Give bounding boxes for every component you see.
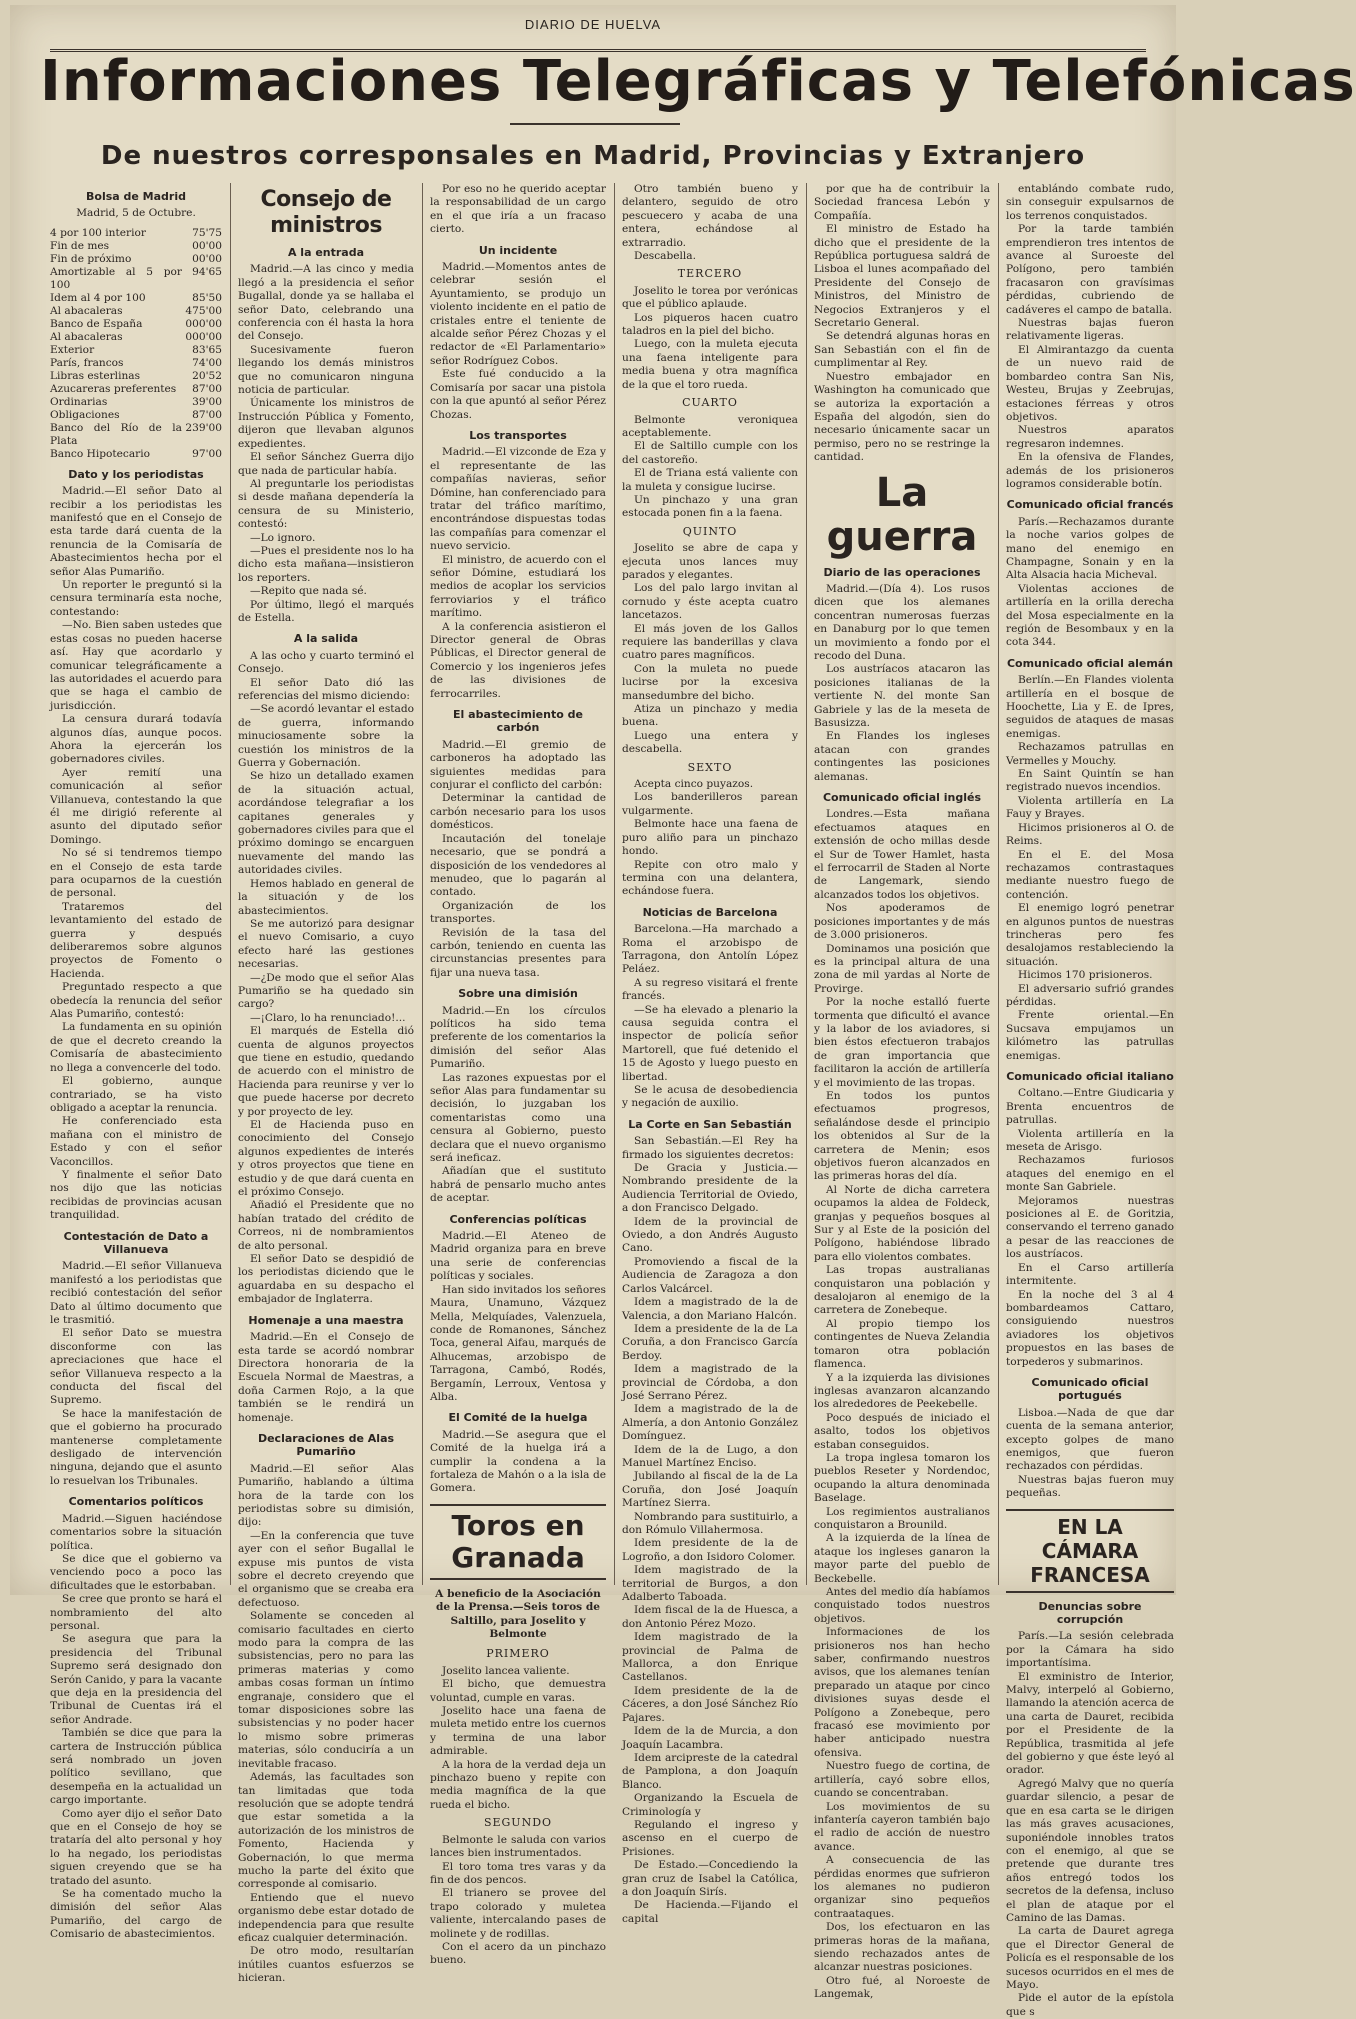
- section-heading: Dato y los periodistas: [68, 467, 204, 481]
- stock-row: [50, 409, 222, 422]
- paragraph: Además, las facultades son tan limitadas que toda resolución que se adopte tendrá que estar sometida a la autorización de los ministros de Fomento, Hacienda y Gobernación, lo que merma mucho la parte del éxito que corresponde al comisario.: [238, 1771, 414, 1891]
- paragraph: París.—La sesión celebrada por la Cámara ha sido importantísima.: [1006, 1630, 1174, 1670]
- section-heading: Comunicado oficial italiano: [1006, 1070, 1174, 1083]
- paragraph: Los banderilleros parean vulgarmente.: [622, 791, 798, 817]
- paragraph: A consecuencia de las pérdidas enormes que sufrieron los alemanes no pudieron organizar sino pequeños contraataques.: [814, 1854, 990, 1920]
- paragraph: Se dice que el gobierno va venciendo poco a poco las dificultades que le estorbaban.: [50, 1552, 222, 1592]
- stock-label: Al abacaleras: [50, 330, 123, 343]
- paragraph: A la izquierda de la línea de ataque los ingleses ganaron la mayor parte del pueblo de Beckebelle.: [814, 1532, 990, 1585]
- column-2: [238, 183, 414, 1985]
- paragraph: Se hizo un detallado examen de la situación actual, acordándose telegrafiar a los capitanes generales y gobernadores civiles para que el próximo domingo se encarguen nuevamente del mando las autoridades civiles.: [238, 770, 414, 877]
- stock-row: [50, 396, 222, 409]
- section-heading: Comunicado oficial inglés: [822, 791, 981, 805]
- paragraph: Madrid.—Momentos antes de celebrar sesión el Ayuntamiento, se produjo un violento incidente en el patio de cristales entre el teniente de alcalde señor Pérez Chozas y el redactor de «El Parlamentario» señor Rodríguez Cobos.: [430, 261, 606, 367]
- paragraph: Madrid.—El vizconde de Eza y el representante de las compañías navieras, señor Dómine, han conferenciado para tratar del tráfico marítimo, encontrándose dispuestas todas las compañías para comenzar el nuevo servicio.: [430, 446, 606, 553]
- column-rule: [422, 183, 423, 1585]
- paragraph: Madrid.—El Ateneo de Madrid organiza para en breve una serie de conferencias políticas y sociales.: [430, 1230, 606, 1283]
- paragraph: Los del palo largo invitan al cornudo y éste acepta cuatro lancetazos.: [622, 582, 798, 622]
- paragraph: Pide el autor de la epístola que s: [1006, 1992, 1174, 2018]
- paragraph: Repite con otro malo y termina con una delantera, echándose fuera.: [622, 858, 798, 898]
- article-title: Toros en Granada: [430, 1504, 606, 1580]
- paragraph: Nuestro fuego de cortina, de artillería, cayó sobre ellos, cuando se concentraban.: [814, 1760, 990, 1800]
- paper-name: DIARIO DE HUELVA: [524, 17, 662, 32]
- paragraph: De Estado.—Concediendo la gran cruz de Isabel la Católica, a don Joaquín Sirís.: [622, 1859, 798, 1898]
- stock-row: [50, 422, 222, 448]
- paragraph: A la hora de la verdad deja un pinchazo bueno y repite con media magnífica de la que rueda el bicho.: [430, 1758, 606, 1811]
- paragraph: Hemos hablado en general de la situación y de los abastecimientos.: [238, 877, 414, 917]
- paragraph: Idem de la de Lugo, a don Manuel Martínez Enciso.: [622, 1443, 798, 1469]
- stock-value: 83'65: [192, 343, 222, 356]
- paragraph: Se detendrá algunas horas en San Sebastián con el fin de cumplimentar al Rey.: [814, 330, 990, 370]
- paragraph: El de Hacienda puso en conocimiento del Consejo algunos expedientes de interés y otros proyectos que tiene en estudio y de que dará cuenta en el próximo Consejo.: [238, 1119, 414, 1199]
- section-heading: Comunicado oficial alemán: [1006, 656, 1174, 670]
- paragraph: Con la muleta no puede lucirse por la excesiva mansedumbre del bicho.: [622, 662, 798, 702]
- column-3: [430, 183, 606, 1967]
- stock-row: [50, 331, 222, 344]
- paragraph: Las razones expuestas por el señor Alas para fundamentar su decisión, lo juzgaban los comentaristas como una censura al Gobierno, puesto declara que el nuevo organismo será ineficaz.: [430, 1071, 606, 1165]
- stock-label: Exterior: [50, 343, 95, 356]
- paragraph: Se le acusa de desobediencia y negación de auxilio.: [622, 1084, 798, 1110]
- paragraph: Las tropas australianas conquistaron una población y desalojaron al enemigo de la carretera de Zonebeque.: [814, 1264, 990, 1317]
- stock-label: Ordinarias: [50, 395, 108, 408]
- paragraph: El toro toma tres varas y da fin de dos pencos.: [430, 1860, 606, 1886]
- paragraph: París.—Rechazamos durante la noche varios golpes de mano del enemigo en Champagne, Sonain y en la Alta Alsacia hacia Micheval.: [1006, 515, 1174, 582]
- paragraph: Acepta cinco puyazos.: [634, 778, 754, 791]
- paragraph: Únicamente los ministros de Instrucción Pública y Fomento, dijeron que llevaban algunos expedientes.: [238, 397, 414, 450]
- paragraph: Sucesivamente fueron llegando los demás ministros que no comunicaron ninguna noticia de particular.: [238, 343, 414, 397]
- section-heading: El Comité de la huelga: [448, 1411, 588, 1425]
- stock-row: [50, 253, 222, 266]
- paragraph: Madrid.—El señor Dato al recibir a los periodistas les manifestó que en el Consejo de esta tarde dará cuenta de la renuncia de la Comisaría de Abastecimientos hecha por el señor Alas Pumariño.: [50, 485, 222, 578]
- paragraph: En el E. del Mosa rechazamos contrastaques mediante nuestro fuego de contención.: [1006, 848, 1174, 901]
- paragraph: En el Carso artillería intermitente.: [1006, 1261, 1174, 1288]
- paragraph: Los movimientos de su infantería cayeron también bajo el radio de acción de nuestro avance.: [814, 1800, 990, 1853]
- paragraph: Luego una entera y descabella.: [622, 729, 798, 756]
- paragraph: Idem a presidente de la de La Coruña, a don Francisco García Berdoy.: [622, 1322, 798, 1362]
- column-1: [50, 183, 222, 1941]
- sub-headline: De nuestros corresponsales en Madrid, Provincias y Extranjero: [100, 141, 1086, 171]
- paragraph: Idem presidente de la de Cáceres, a don José Sánchez Río Pajares.: [622, 1684, 798, 1724]
- paragraph: Los piqueros hacen cuatro taladros en la piel del bicho.: [622, 311, 798, 338]
- column-rule: [806, 183, 807, 1585]
- stock-row: [50, 266, 222, 292]
- section-heading: Los transportes: [469, 428, 567, 442]
- paragraph: Se cree que pronto se hará el nombramiento del alto personal.: [50, 1593, 222, 1632]
- bull-heading: PRIMERO: [486, 1647, 550, 1661]
- paragraph: Revisión de la tasa del carbón, teniendo en cuenta las circunstancias presentes para fijar una nueva tasa.: [430, 926, 606, 979]
- paragraph: Nombrando para sustituirlo, a don Rómulo Villahermosa.: [622, 1510, 798, 1536]
- paragraph: Antes del medio día habíamos conquistado todos nuestros objetivos.: [814, 1586, 990, 1625]
- section-heading: Noticias de Barcelona: [642, 905, 778, 919]
- paragraph: En todos los puntos efectuamos progresos, señalándose desde el principio los obtenidos al Sur de la carretera de Menin; esos objetivos fueron alcanzados en las primeras horas del día.: [814, 1089, 990, 1183]
- paragraph: —No. Bien saben ustedes que estas cosas no pueden hacerse así. Hay que acordarlo y comunicar telegráficamente a las autoridades el acuerdo para que se haga el cambio de jurisdicción.: [50, 619, 222, 712]
- paragraph: Idem a magistrado de la provincial de Córdoba, a don José Serrano Pérez.: [622, 1363, 798, 1402]
- paragraph: Al Norte de dicha carretera ocupamos la aldea de Foldeck, granjas y pequeños bosques al Sur y al Este de la posición del Polígono, habiéndose librado para ello violentos combates.: [814, 1183, 990, 1263]
- paragraph: Berlín.—En Flandes violenta artillería en el bosque de Hoochette, Lia y E. de Ipres, seguidos de ataques de masas enemigas.: [1006, 674, 1174, 740]
- stock-value: 87'00: [192, 382, 222, 395]
- paragraph: También se dice que para la cartera de Instrucción pública será nombrado un joven político sevillano, que desempeña en la actualidad un cargo importante.: [50, 1727, 222, 1807]
- article-title: La guerra: [826, 469, 978, 560]
- stock-label: Obligaciones: [50, 408, 120, 421]
- stock-label: Fin de próximo: [50, 252, 132, 265]
- stock-value: 87'00: [192, 408, 222, 421]
- paragraph: El adversario sufrió grandes pérdidas.: [1006, 982, 1174, 1008]
- paragraph: En la ofensiva de Flandes, además de los prisioneros logramos considerable botín.: [1006, 451, 1174, 490]
- paragraph: Por la noche estalló fuerte tormenta que dificultó el avance y la labor de los aviadores, si bien éstos efectueron trabajos de gran importancia que facilitaron la acción de artillería y el movimiento de las tropas.: [814, 996, 990, 1089]
- paragraph: Madrid.—Siguen haciéndose comentarios sobre la situación política.: [50, 1512, 222, 1552]
- stock-label: París, francos: [50, 356, 124, 369]
- paragraph: El de Triana está valiente con la muleta y consigue lucirse.: [622, 467, 798, 493]
- paragraph: por que ha de contribuir la Sociedad francesa Lebón y Compañía.: [814, 183, 990, 222]
- section-heading: Comunicado oficial francés: [1006, 498, 1174, 512]
- paragraph: Luego, con la muleta ejecuta una faena inteligente para media buena y otra magnífica de la que el toro rueda.: [622, 338, 798, 391]
- paragraph: De Hacienda.—Fijando el capital: [622, 1899, 798, 1925]
- paragraph: De Gracia y Justicia.—Nombrando presidente de la Audiencia Territorial de Oviedo, a don Francisco Delgado.: [622, 1162, 798, 1215]
- stock-label: 4 por 100 interior: [50, 226, 146, 239]
- paragraph: Dos, los efectuaron en las primeras horas de la mañana, siendo rechazados antes de alcanzar nuestras posiciones.: [814, 1921, 990, 1974]
- newspaper-page: [10, 5, 1356, 2018]
- paragraph: Un reporter le preguntó si la censura terminaría esta noche, contestando:: [50, 579, 222, 618]
- paragraph: entablándo combate rudo, sin conseguir expulsarnos de los terrenos conquistados.: [1006, 183, 1174, 222]
- paragraph: Idem magistrado de la territorial de Burgos, a don Adalberto Taboada.: [622, 1564, 798, 1604]
- paragraph: Por la tarde también emprendieron tres intentos de avance al Suroeste del Polígono, pero también fracasaron con gravísimas pérdidas, cubriendo de cadáveres el campo de batalla.: [1006, 223, 1174, 316]
- paragraph: Agregó Malvy que no quería guardar silencio, a pesar de que en esa carta se le dirigen las más graves acusaciones, suponiéndole innobles tratos con el enemigo, al que se pretende que durante tres años entregó todos los secretos de la defensa, incluso el plan de ataque por el Camino de las Damas.: [1006, 1777, 1174, 1924]
- stock-row: [50, 448, 222, 461]
- paragraph: Coltano.—Entre Giudicaria y Brenta encuentros de patrullas.: [1006, 1087, 1174, 1127]
- paragraph: Violenta artillería en la meseta de Arisgo.: [1006, 1127, 1174, 1154]
- paragraph: Han sido invitados los señores Maura, Unamuno, Vázquez Mella, Melquíades, Valenzuela, conde de Romanones, Sánchez Toca, general Aifau, marqués de Alhucemas, arzobispo de Tarragona, Cambó, Rodés, Bergamín, Lerroux, Ventosa y Alba.: [430, 1283, 606, 1403]
- section-heading: Sobre una dimisión: [458, 987, 578, 1001]
- section-heading: Homenaje a una maestra: [248, 1313, 404, 1327]
- paragraph: Se asegura que para la presidencia del Tribunal Supremo será designado don Serón Canido, y para la vacante que deja en la presidencia del Tribunal de Cuentas irá el señor Andrade.: [50, 1633, 222, 1726]
- section-heading: Comentarios políticos: [68, 1495, 204, 1509]
- columns: [50, 183, 1174, 2018]
- section-heading: Contestación de Dato a Villanueva: [63, 1229, 209, 1256]
- paragraph: Idem a magistrado de la de Valencia, a don Mariano Halcón.: [622, 1296, 798, 1322]
- paragraph: Idem de la de Murcia, a don Joaquín Lacambra.: [622, 1725, 798, 1751]
- paragraph: —Repito que nada sé.: [250, 585, 367, 598]
- paragraph: Solamente se conceden al comisario facultades en cierto modo para la compra de las subsistencias, pero no para las primeras materias y como ambas cosas forman un íntimo engranaje, considero que el tomar disposiciones sobre las subsistencias y no poder hacer lo mismo sobre primeras materias, sólo conduciría a un inevitable fracaso.: [238, 1610, 414, 1770]
- paragraph: Hicimos prisioneros al O. de Reims.: [1006, 821, 1174, 848]
- paragraph: Rechazamos patrullas en Vermelles y Mouchy.: [1006, 741, 1174, 767]
- section-heading: Denuncias sobre corrupción: [1038, 1599, 1142, 1626]
- section-heading: Comunicado oficial portugués: [1031, 1375, 1149, 1403]
- paragraph: Con el acero da un pinchazo bueno.: [430, 1940, 606, 1967]
- section-heading: A la salida: [293, 632, 359, 646]
- paragraph: Se ha comentado mucho la dimisión del señor Alas Pumariño, del cargo de Comisario de abastecimientos.: [50, 1888, 222, 1941]
- paragraph: Añadían que el sustituto habrá de pensarlo mucho antes de aceptar.: [430, 1165, 606, 1205]
- paragraph: Nuestras bajas fueron muy pequeñas.: [1006, 1473, 1174, 1500]
- stock-value: 000'00: [185, 330, 222, 343]
- paragraph: Los regimientos australianos conquistaron a Brounild.: [814, 1505, 990, 1531]
- paragraph: El señor Dato se muestra disconforme con las apreciaciones que hace el señor Villanueva respecto a la conducta del fiscal del Supremo.: [50, 1327, 222, 1407]
- headline-divider: [510, 123, 680, 125]
- paragraph: El señor Dato se despidió de los periodistas diciendo que le aguardaba en su despacho el embajador de Inglaterra.: [238, 1253, 414, 1306]
- stock-value: 75'75: [192, 226, 222, 239]
- paragraph: El bicho, que demuestra voluntad, cumple en varas.: [430, 1678, 606, 1704]
- paragraph: Madrid.—En el Consejo de esta tarde se acordó nombrar Directora honoraria de la Escuela Normal de Maestras, a doña Carmen Rojo, a la que también se le rendirá un homenaje.: [238, 1331, 414, 1424]
- paragraph: Dominamos una posición que es la principal altura de una zona de mil yardas al Norte de Provirge.: [814, 942, 990, 995]
- paragraph: Belmonte veroniquea aceptablemente.: [622, 413, 798, 439]
- paragraph: —¿De modo que el señor Alas Pumariño se ha quedado sin cargo?: [238, 971, 414, 1011]
- paragraph: Frente oriental.—En Sucsava empujamos un kilómetro las patrullas enemigas.: [1006, 1009, 1174, 1062]
- paragraph: —¡Claro, lo ha renunciado!...: [250, 1011, 406, 1024]
- paragraph: Al propio tiempo los contingentes de Nueva Zelandia tomaron otra población flamenca.: [814, 1317, 990, 1371]
- paragraph: Joselito se abre de capa y ejecuta unos lances muy parados y elegantes.: [622, 542, 798, 581]
- paragraph: Rechazamos furiosos ataques del enemigo en el monte San Gabriele.: [1006, 1154, 1174, 1194]
- article-title: EN LA CÁMARA FRANCESA: [1006, 1509, 1174, 1593]
- paragraph: Otro fué, al Noroeste de Langemak,: [814, 1974, 990, 2001]
- paragraph: El más joven de los Gallos requiere las banderillas y clava cuatro pares magníficos.: [622, 622, 798, 662]
- paragraph: Jubilando al fiscal de la de La Coruña, don José Joaquín Martínez Sierra.: [622, 1470, 798, 1510]
- paragraph: Los austríacos atacaron las posiciones italianas de la vertiente N. del monte San Gabriele y las de la meseta de Basusizza.: [814, 663, 990, 729]
- paragraph: En Saint Quintín se han registrado nuevos incendios.: [1006, 768, 1174, 794]
- paragraph: Mejoramos nuestras posiciones al E. de Goritzia, conservando el terreno ganado a pesar de las reacciones de los austríacos.: [1006, 1194, 1174, 1261]
- paragraph: Idem fiscal de la de Huesca, a don Antonio Pérez Mozo.: [622, 1604, 798, 1630]
- paragraph: He conferenciado esta mañana con el ministro de Estado y con el señor Vaconcillos.: [50, 1115, 222, 1168]
- stock-label: Libras esterlinas: [50, 369, 141, 382]
- paragraph: Idem arcipreste de la catedral de Pamplona, a don Joaquín Blanco.: [622, 1751, 798, 1791]
- paragraph: —En la conferencia que tuve ayer con el señor Bugallal le expuse mis puntos de vista sobre el decreto creyendo que el organismo que se creaba era defectuoso.: [238, 1529, 414, 1609]
- stock-label: Fin de mes: [50, 239, 110, 252]
- paragraph: Determinar la cantidad de carbón necesario para los usos domésticos.: [430, 792, 606, 832]
- paragraph: Se hace la manifestación de que el gobierno ha procurado mantenerse completamente desligado de intervención ninguna, dejando que el asunto lo resuelvan los Tribunales.: [50, 1407, 222, 1487]
- stock-row: [50, 370, 222, 383]
- paragraph: Preguntado respecto a que obedecía la renuncia del señor Alas Pumariño, contestó:: [50, 981, 222, 1021]
- paragraph: Por eso no he querido aceptar la responsabilidad de un cargo en el que iría a un fracaso cierto.: [430, 183, 606, 236]
- article-subtitle: A beneficio de la Asociación de la Prensa.—Seis toros de Saltillo, para Joselito y Belmonte: [435, 1587, 601, 1640]
- paragraph: Idem presidente de la de Logroño, a don Isidoro Colomer.: [622, 1537, 798, 1563]
- column-4: [622, 183, 798, 1925]
- paragraph: Promoviendo a fiscal de la Audiencia de Zaragoza a don Carlos Valcárcel.: [622, 1255, 798, 1295]
- paragraph: Joselito hace una faena de muleta metido entre los cuernos y termina de una labor admirable.: [430, 1705, 606, 1758]
- stock-value: 94'65: [192, 265, 222, 278]
- paragraph: Entiendo que el nuevo organismo debe estar dotado de independencia para que resulte eficaz cualquier determinación.: [238, 1891, 414, 1944]
- paragraph: Atiza un pinchazo y media buena.: [622, 703, 798, 729]
- paragraph: El trianero se provee del trapo colorado y muletea valiente, intercalando pases de molinete y de rodillas.: [430, 1887, 606, 1940]
- paragraph: Por último, llegó el marqués de Estella.: [238, 598, 414, 624]
- paragraph: Madrid.—A las cinco y media llegó a la presidencia el señor Bugallal, donde ya se hallaba el señor Dato, celebrando una conferencia con él hasta la hora del Consejo.: [238, 263, 414, 343]
- paragraph: Idem de la provincial de Oviedo, a don Andrés Augusto Cano.: [622, 1215, 798, 1255]
- paragraph: Londres.—Esta mañana efectuamos ataques en extensión de ocho millas desde el Sur de Tower Hamlet, hasta el ferrocarril de Staden al Norte de Langemark, siendo alcanzados todos los objetivos.: [814, 808, 990, 901]
- column-rule: [614, 183, 615, 1585]
- paragraph: El gobierno, aunque contrariado, se ha visto obligado a aceptar la renuncia.: [50, 1075, 222, 1114]
- column-6: [1006, 183, 1174, 2018]
- paragraph: Poco después de iniciado el asalto, todos los objetivos estaban conseguidos.: [814, 1411, 990, 1451]
- stock-value: 475'00: [185, 304, 222, 317]
- paragraph: Hicimos 170 prisioneros.: [1018, 969, 1153, 982]
- paragraph: Joselito le torea por verónicas que el público aplaude.: [622, 284, 798, 311]
- stock-value: 97'00: [192, 447, 222, 460]
- paragraph: El enemigo logró penetrar en algunos puntos de nuestras trincheras pero fes desalojamos restableciendo la situación.: [1006, 902, 1174, 968]
- paragraph: La fundamenta en su opinión de que el decreto creando la Comisaría de abastecimiento no llega a convencerle del todo.: [50, 1021, 222, 1074]
- stock-value: 39'00: [192, 395, 222, 408]
- stock-value: 00'00: [192, 252, 222, 265]
- paragraph: Barcelona.—Ha marchado a Roma el arzobispo de Tarragona, don Antolín López Peláez.: [622, 923, 798, 976]
- paragraph: Informaciones de los prisioneros nos han hecho saber, confirmando nuestros avisos, que los alemanes tenían preparado un ataque por cinco divisiones suyas desde el Polígono a Zonebeque, pero fracasó ese movimiento por haber anticipado nuestra ofensiva.: [814, 1626, 990, 1759]
- stock-value: 74'00: [192, 356, 222, 369]
- section-heading: La Corte en San Sebastián: [628, 1117, 792, 1131]
- bull-heading: CUARTO: [682, 396, 738, 410]
- paragraph: Idem magistrado de la provincial de Palma de Mallorca, a don Enrique Castellanos.: [622, 1631, 798, 1684]
- paragraph: Nuestras bajas fueron relativamente ligeras.: [1006, 317, 1174, 343]
- stock-row: [50, 344, 222, 357]
- paragraph: El Almirantazgo da cuenta de un nuevo raid de bombardeo contra San Nis, Westeu, Brujas y Zeebrujas, estaciones férreas y otros objetivos.: [1006, 343, 1174, 423]
- stock-table: [50, 227, 222, 461]
- paragraph: Madrid.—En los círculos políticos ha sido tema preferente de los comentarios la dimisión del señor Alas Pumariño.: [430, 1004, 606, 1071]
- stock-label: Banco Hipotecario: [50, 447, 150, 460]
- paragraph: Se me autorizó para designar el nuevo Comisario, a cuyo efecto haré las gestiones necesarias.: [238, 917, 414, 971]
- paragraph: Y finalmente el señor Dato nos dijo que las noticias recibidas de provincias acusan tranquilidad.: [50, 1168, 222, 1222]
- stock-row: [50, 305, 222, 318]
- paragraph: Belmonte le saluda con varios lances bien instrumentados.: [430, 1833, 606, 1860]
- paragraph: Un pinchazo y una gran estocada ponen fin a la faena.: [622, 493, 798, 520]
- paragraph: Trataremos del levantamiento del estado de guerra y después deliberaremos sobre algunos proyectos de Fomento o Hacienda.: [50, 900, 222, 980]
- paragraph: Nuestro embajador en Washington ha comunicado que se autoriza la exportación a España del algodón, sien do necesario únicamente sacar un permiso, pero no se restringe la cantidad.: [814, 370, 990, 464]
- paragraph: El ministro de Estado ha dicho que el presidente de la República portuguesa saldrá de Lisboa el lunes acompañado del Presidente del Consejo de Ministros, del Ministro de Negocios Extranjeros y el Secretario General.: [814, 223, 990, 330]
- stock-value: 000'00: [185, 317, 222, 330]
- stock-value: 20'52: [192, 369, 222, 382]
- paragraph: Añadió el Presidente que no habían tratado del crédito de Correos, ni de nombramientos de alto personal.: [238, 1199, 414, 1252]
- stock-value: 239'00: [185, 421, 222, 434]
- paragraph: No sé si tendremos tiempo en el Consejo de esta tarde para ocuparnos de la cuestión de personal.: [50, 847, 222, 900]
- paragraph: Nos apoderamos de posiciones importantes y de más de 3.000 prisioneros.: [814, 902, 990, 942]
- paragraph: El señor Dato dió las referencias del mismo diciendo:: [238, 676, 414, 702]
- paragraph: La censura durará todavía algunos días, aunque pocos. Ahora la ejercerán los gobernadores civiles.: [50, 713, 222, 766]
- paragraph: El ministro, de acuerdo con el señor Dómine, estudiará los medios de acoplar los servicios ferroviarios y el tráfico marítimo.: [430, 553, 606, 620]
- stock-row: [50, 292, 222, 305]
- section-heading: Un incidente: [478, 243, 558, 257]
- stock-label: Banco de España: [50, 317, 143, 330]
- section-heading: Bolsa de Madrid: [86, 190, 186, 203]
- paragraph: Violenta artillería en La Fauy y Brayes.: [1006, 794, 1174, 821]
- column-rule: [998, 183, 999, 1585]
- paragraph: San Sebastián.—El Rey ha firmado los siguientes decretos:: [622, 1135, 798, 1161]
- bull-heading: TERCERO: [677, 267, 743, 281]
- paragraph: El señor Sánchez Guerra dijo que nada de particular había.: [238, 451, 414, 477]
- paragraph: Al preguntarle los periodistas si desde mañana dependería la censura de su Ministerio, contestó:: [238, 477, 414, 531]
- paragraph: Incautación del tonelaje necesario, que se pondrá a disposición de los vendedores al menudeo, que lo pagarán al contado.: [430, 832, 606, 899]
- main-headline: Informaciones Telegráficas y Telefónicas: [40, 49, 1356, 114]
- dateline: Madrid, 5 de Octubre.: [76, 207, 196, 220]
- paragraph: La tropa inglesa tomaron los pueblos Reseter y Nordendoc, ocupando la altura denominada Baselage.: [814, 1451, 990, 1505]
- paragraph: Otro también bueno y delantero, seguido de otro pescuecero y acaba de una entera, echándose al extrarradio.: [622, 183, 798, 249]
- paragraph: Madrid.—El señor Villanueva manifestó a los periodistas que recibió contestación del señor Dato al último documento que le trasmitió.: [50, 1260, 222, 1326]
- paragraph: Como ayer dijo el señor Dato que en el Consejo de hoy se trataría del alto personal y hoy lo ha negado, los periodistas siguen creyendo que se ha tratado del asunto.: [50, 1807, 222, 1887]
- paragraph: Y a la izquierda las divisiones inglesas avanzaron alcanzando los alrededores de Peekebelle.: [814, 1371, 990, 1411]
- paragraph: Madrid.—El señor Alas Pumariño, hablando a última hora de la tarde con los periodistas sobre su dimisión, dijo:: [238, 1462, 414, 1529]
- stock-label: Idem al 4 por 100: [50, 291, 146, 304]
- section-heading: Diario de las operaciones: [823, 565, 981, 579]
- stock-row: [50, 318, 222, 331]
- bull-heading: SEXTO: [687, 760, 733, 774]
- stock-row: [50, 227, 222, 240]
- paragraph: Organizando la Escuela de Criminología y: [622, 1792, 798, 1818]
- paragraph: En Flandes los ingleses atacan con grandes contingentes las posiciones alemanas.: [814, 730, 990, 783]
- bull-heading: SEGUNDO: [483, 1816, 553, 1830]
- stock-row: [50, 383, 222, 396]
- paragraph: Ayer remití una comunicación al señor Villanueva, contestando la que él me dirigió referente al asunto del diputado señor Domingo.: [50, 766, 222, 846]
- stock-row: [50, 240, 222, 253]
- section-heading: Declaraciones de Alas Pumariño: [257, 1431, 395, 1459]
- paragraph: Nuestros aparatos regresaron indemnes.: [1006, 424, 1174, 450]
- stock-label: Al abacaleras: [50, 304, 123, 317]
- paragraph: Regulando el ingreso y ascenso en el cuerpo de Prisiones.: [622, 1818, 798, 1858]
- paragraph: Joselito lancea valiente.: [442, 1664, 570, 1677]
- paragraph: A su regreso visitará el frente francés.: [622, 976, 798, 1003]
- column-5: [814, 183, 990, 2001]
- stock-value: 85'50: [192, 291, 222, 304]
- paragraph: En la noche del 3 al 4 bombardeamos Cattaro, consiguiendo nuestros aviadores los objetivos propuestos en las bases de torpederos y submarinos.: [1006, 1288, 1174, 1368]
- paragraph: A la conferencia asistieron el Director general de Obras Públicas, el Director general de Comercio y los ingenieros jefes de las divisiones de ferrocarriles.: [430, 620, 606, 700]
- paragraph: —Se ha elevado a plenario la causa seguida contra el inspector de policía señor Martorell, que fué detenido el 15 de Agosto y luego puesto en libertad.: [622, 1003, 798, 1083]
- section-heading: El abastecimiento de carbón: [453, 708, 583, 735]
- paragraph: —Se acordó levantar el estado de guerra, informando minuciosamente sobre la cuestión los ministros de la Guerra y Gobernación.: [238, 703, 414, 770]
- bull-heading: QUINTO: [682, 524, 738, 538]
- section-heading: A la entrada: [287, 246, 365, 259]
- paragraph: El de Saltillo cumple con los del castoreño.: [622, 440, 798, 466]
- paragraph: A las ocho y cuarto terminó el Consejo.: [238, 649, 414, 676]
- section-heading: Conferencias políticas: [449, 1212, 587, 1226]
- paragraph: Organización de los transportes.: [430, 899, 606, 926]
- paragraph: De otro modo, resultarían inútiles cuantos esfuerzos se hicieran.: [238, 1945, 414, 1985]
- paragraph: Belmonte hace una faena de puro aliño para un pinchazo hondo.: [622, 818, 798, 858]
- column-rule: [230, 183, 231, 1585]
- paragraph: Idem a magistrado de la de Almería, a don Antonio González Domínguez.: [622, 1403, 798, 1443]
- paragraph: —Pues el presidente nos lo ha dicho esta mañana—insistieron los reporters.: [238, 544, 414, 584]
- paragraph: El exministro de Interior, Malvy, interpeló al Gobierno, llamando la atención acerca de una carta de Dauret, recibida por el Presidente de la República, trasmitida al jefe del gobierno y que éste leyó al orador.: [1006, 1670, 1174, 1777]
- paragraph: La carta de Dauret agrega que el Director General de Policía es el responsable de los sucesos ocurridos en el mes de Mayo.: [1006, 1925, 1174, 1991]
- article-title: Consejo de ministros: [260, 187, 392, 238]
- paragraph: El marqués de Estella dió cuenta de algunos proyectos que tiene en estudio, quedando de acuerdo con el ministro de Hacienda para reunirse y ver lo que puede hacerse por decreto y por proyecto de ley.: [238, 1025, 414, 1118]
- paragraph: Madrid.—(Día 4). Los rusos dicen que los alemanes concentran numerosas fuerzas en Danaburg por lo que temen un movimiento a fondo por el recodo del Duna.: [814, 582, 990, 662]
- paragraph: Este fué conducido a la Comisaría por sacar una pistola con la que apuntó al señor Pérez Chozas.: [430, 368, 606, 421]
- paragraph: Descabella.: [634, 250, 696, 263]
- paragraph: Violentas acciones de artillería en la orilla derecha del Mosa especialmente en la región de Besombaux y en la cota 344.: [1006, 582, 1174, 649]
- stock-label: Amortizable al 5 por 100: [50, 265, 182, 291]
- stock-row: [50, 357, 222, 370]
- paragraph: —Lo ignoro.: [250, 531, 316, 544]
- stock-label: Banco del Río de la Plata: [50, 421, 182, 447]
- stock-label: Azucareras preferentes: [50, 382, 177, 395]
- stock-value: 00'00: [192, 239, 222, 252]
- paragraph: Lisboa.—Nada de que dar cuenta de la semana anterior, excepto golpes de mano enemigos, que fueron rechazados con pérdidas.: [1006, 1406, 1174, 1473]
- paragraph: Madrid.—Se asegura que el Comité de la huelga irá a cumplir la condena a la fortaleza de Mahón o a la isla de Gomera.: [430, 1428, 606, 1495]
- paragraph: Madrid.—El gremio de carboneros ha adoptado las siguientes medidas para conjurar el conflicto del carbón:: [430, 738, 606, 792]
